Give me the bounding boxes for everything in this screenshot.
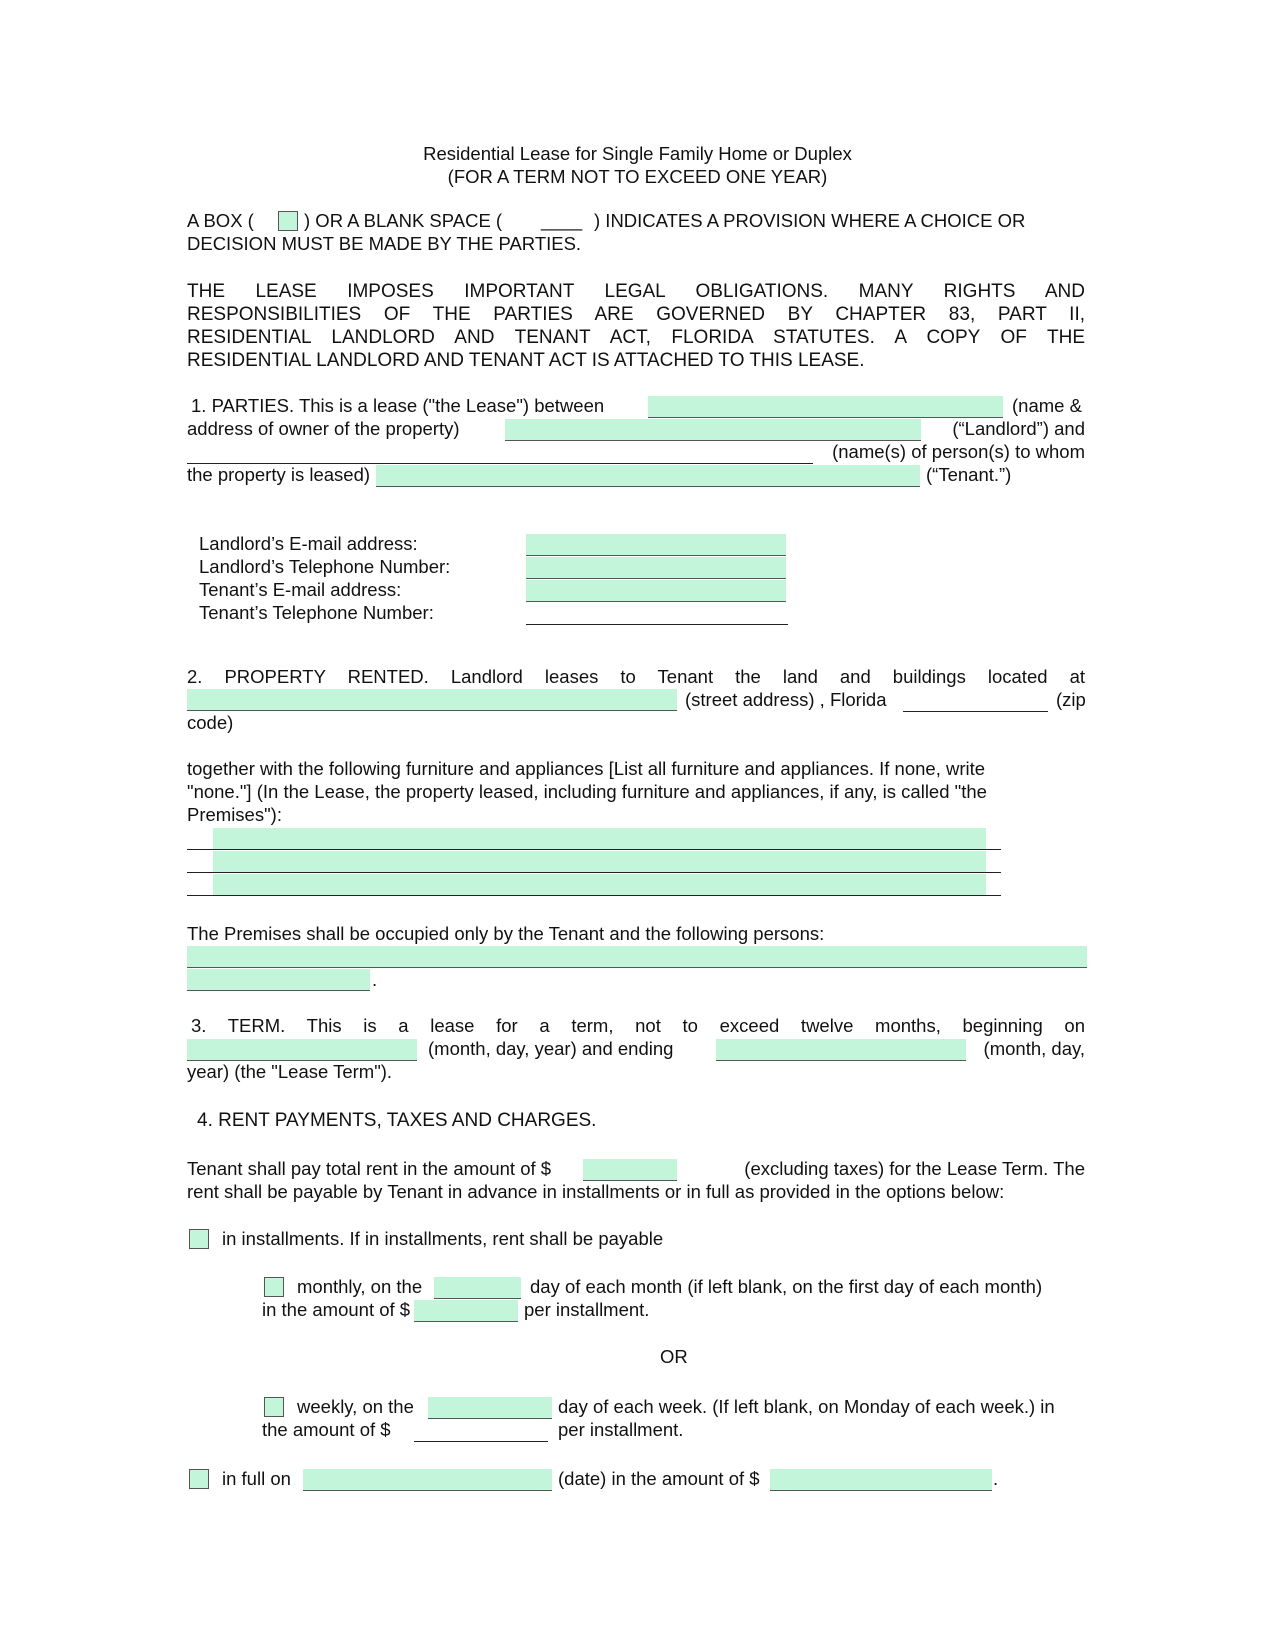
monthly-amount-post: per installment. (524, 1299, 650, 1320)
tenant-phone-label: Tenant’s Telephone Number: (199, 602, 434, 623)
zip-label: (zip (1056, 689, 1086, 710)
notice-blank-sample: ____ (541, 210, 583, 231)
landlord-name-field[interactable] (648, 396, 1003, 418)
monthly-pre: monthly, on the (297, 1276, 423, 1297)
furniture-field-3[interactable] (213, 874, 986, 895)
landlord-email-label: Landlord’s E-mail address: (199, 533, 418, 554)
weekly-day-field[interactable] (428, 1397, 552, 1419)
term-begin-label: (month, day, year) and ending (428, 1038, 674, 1059)
parties-line-1: 1. PARTIES. This is a lease ("the Lease") between (191, 395, 605, 416)
furniture-line-1: together with the following furniture and appliances [List all furniture and appliances. If none, write (187, 758, 986, 779)
tenant-name-field[interactable] (376, 465, 920, 487)
or-label: OR (660, 1346, 688, 1367)
rent-total-post: (excluding taxes) for the Lease Term. The (744, 1158, 1085, 1179)
tenant-phone-field[interactable] (526, 603, 788, 625)
full-date-field[interactable] (303, 1469, 552, 1491)
furniture-line-2: "none."] (In the Lease, the property leased, including furniture and appliances, if any, is called "the (187, 781, 987, 802)
monthly-amount-pre: in the amount of $ (262, 1299, 411, 1320)
tenant-email-label: Tenant’s E-mail address: (199, 579, 402, 600)
notice-box-pre: A BOX ( (187, 210, 254, 231)
furniture-field-2[interactable] (213, 851, 986, 872)
parties-tenant-desc: (name(s) of person(s) to whom (832, 441, 1085, 462)
parties-tenant-label: (“Tenant.”) (926, 464, 1012, 485)
parties-line-4: the property is leased) (187, 464, 371, 485)
full-pre: in full on (222, 1468, 291, 1489)
occupants-field-2[interactable] (187, 969, 370, 991)
landlord-address-field[interactable] (505, 419, 921, 441)
warning-line-1: THE LEASE IMPOSES IMPORTANT LEGAL OBLIGATIONS. MANY RIGHTS AND (187, 281, 1085, 302)
term-end-field[interactable] (716, 1039, 966, 1061)
term-begin-field[interactable] (187, 1039, 417, 1061)
weekly-amount-post: per installment. (558, 1419, 684, 1440)
document-subtitle: (FOR A TERM NOT TO EXCEED ONE YEAR) (447, 166, 828, 187)
street-address-field[interactable] (187, 689, 677, 711)
tenant-email-field[interactable] (526, 580, 786, 602)
weekly-amount-field[interactable] (414, 1420, 548, 1442)
warning-line-4: RESIDENTIAL LANDLORD AND TENANT ACT IS ATTACHED TO THIS LEASE. (187, 350, 865, 371)
furniture-line-3: Premises"): (187, 804, 282, 825)
term-line-3: year) (the "Lease Term"). (187, 1061, 393, 1082)
notice-box-post: ) INDICATES A PROVISION WHERE A CHOICE OR (594, 210, 1026, 231)
code-label: code) (187, 712, 234, 733)
installments-checkbox[interactable] (189, 1229, 209, 1249)
rent-line-2: rent shall be payable by Tenant in advance in installments or in full as provided in the options below: (187, 1181, 1005, 1202)
weekly-amount-pre: the amount of $ (262, 1419, 391, 1440)
landlord-phone-label: Landlord’s Telephone Number: (199, 556, 451, 577)
notice-line-2: DECISION MUST BE MADE BY THE PARTIES. (187, 233, 582, 254)
full-mid: (date) in the amount of $ (558, 1468, 760, 1489)
full-end: . (993, 1468, 999, 1489)
tenant-name-line[interactable] (187, 442, 813, 464)
parties-line-2a: address of owner of the property) (187, 418, 460, 439)
parties-name-amp: (name & (1012, 395, 1082, 416)
monthly-checkbox[interactable] (264, 1277, 284, 1297)
installments-label: in installments. If in installments, rent shall be payable (222, 1228, 664, 1249)
warning-line-2: RESPONSIBILITIES OF THE PARTIES ARE GOVERNED BY CHAPTER 83, PART II, (187, 304, 1085, 325)
property-line-1: 2. PROPERTY RENTED. Landlord leases to Tenant the land and buildings located at (187, 666, 1085, 687)
weekly-post: day of each week. (If left blank, on Monday of each week.) in (558, 1396, 1055, 1417)
document-title: Residential Lease for Single Family Home or Duplex (423, 143, 852, 164)
rent-total-field[interactable] (583, 1159, 677, 1181)
weekly-checkbox[interactable] (264, 1397, 284, 1417)
occupants-label: The Premises shall be occupied only by the Tenant and the following persons: (187, 923, 825, 944)
full-payment-checkbox[interactable] (189, 1469, 209, 1489)
occupants-period: . (372, 969, 378, 990)
full-amount-field[interactable] (770, 1469, 992, 1491)
weekly-pre: weekly, on the (297, 1396, 414, 1417)
landlord-email-field[interactable] (526, 534, 786, 556)
rent-total-pre: Tenant shall pay total rent in the amount of $ (187, 1158, 552, 1179)
landlord-phone-field[interactable] (526, 557, 786, 579)
monthly-post: day of each month (if left blank, on the first day of each month) (530, 1276, 1043, 1297)
monthly-day-field[interactable] (434, 1277, 521, 1299)
furniture-field-1[interactable] (213, 828, 986, 849)
term-line-1: 3. TERM. This is a lease for a term, not to exceed twelve months, beginning on (191, 1015, 1085, 1036)
occupants-field-1[interactable] (187, 946, 1087, 968)
sample-checkbox (278, 211, 298, 231)
rent-heading: 4. RENT PAYMENTS, TAXES AND CHARGES. (197, 1110, 597, 1131)
street-address-label: (street address) , Florida (685, 689, 887, 710)
warning-line-3: RESIDENTIAL LANDLORD AND TENANT ACT, FLORIDA STATUTES. A COPY OF THE (187, 327, 1085, 348)
parties-landlord-label: (“Landlord”) and (952, 418, 1085, 439)
term-end-label: (month, day, (983, 1038, 1085, 1059)
monthly-amount-field[interactable] (414, 1300, 518, 1322)
notice-box-mid: ) OR A BLANK SPACE ( (304, 210, 503, 231)
zip-code-field[interactable] (903, 690, 1048, 712)
